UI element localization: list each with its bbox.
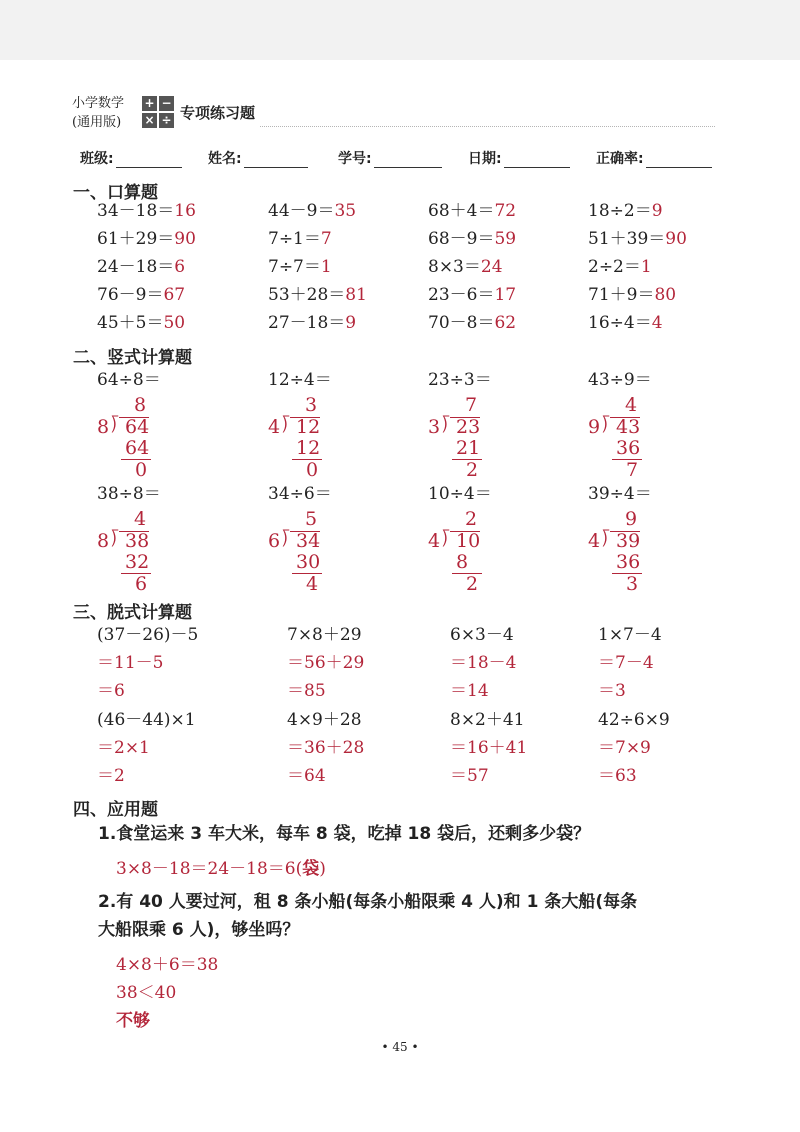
section-stepwise-title: 三、脱式计算题 — [73, 603, 192, 623]
oral-answer: 90 — [665, 229, 687, 249]
oral-item — [588, 312, 663, 334]
division-quotient: 3 — [305, 394, 318, 416]
problem-2-answer-step2: 38＜40 — [116, 983, 177, 1003]
stepwise-step1: ＝7×9 — [598, 738, 651, 758]
division-remainder: 0 — [306, 459, 319, 481]
long-division — [268, 395, 378, 495]
division-product: 12 — [296, 437, 321, 459]
oral-item — [97, 284, 185, 306]
date-blank[interactable] — [504, 151, 570, 168]
stepwise-question: 4×9＋28 — [287, 710, 362, 730]
stepwise-step2: ＝3 — [598, 681, 626, 701]
oral-question: 16÷4＝ — [588, 313, 652, 333]
division-question: 34÷6＝ — [268, 484, 332, 504]
stepwise-question: 1×7－4 — [598, 625, 662, 645]
oral-item — [268, 312, 356, 334]
problem-2-question-line2: 大船限乘 6 人)，够坐吗？ — [98, 920, 300, 940]
division-product: 36 — [616, 551, 641, 573]
division-quotient: 2 — [465, 508, 478, 530]
oral-question: 76－9＝ — [97, 285, 164, 305]
header-divider — [260, 126, 715, 127]
division-question: 23÷3＝ — [428, 370, 492, 390]
division-quotient: 5 — [305, 508, 318, 530]
section-vertical-title: 二、竖式计算题 — [73, 348, 192, 368]
stepwise-step1: ＝16＋41 — [450, 738, 528, 758]
oral-item — [588, 256, 652, 278]
problem-1-close: ) — [319, 859, 326, 879]
date-label: 日期: — [468, 151, 502, 167]
long-division — [428, 395, 538, 495]
oral-item — [97, 312, 185, 334]
long-division — [268, 509, 378, 609]
top-band — [0, 0, 800, 60]
division-dividend: 10 — [456, 530, 481, 552]
oral-question: 61＋29＝ — [97, 229, 175, 249]
oral-item — [268, 228, 332, 250]
division-divisor: 9 — [588, 416, 601, 438]
oral-question: 24－18＝ — [97, 257, 175, 277]
division-product: 21 — [456, 437, 481, 459]
minus-icon: − — [159, 96, 174, 111]
accuracy-blank[interactable] — [646, 151, 712, 168]
book-title — [72, 94, 124, 132]
oral-answer: 81 — [345, 285, 367, 305]
oral-answer: 90 — [174, 229, 196, 249]
stepwise-step2: ＝57 — [450, 766, 489, 786]
stepwise-step1: ＝56＋29 — [287, 653, 365, 673]
division-question: 64÷8＝ — [97, 370, 161, 390]
stepwise-step1: ＝36＋28 — [287, 738, 365, 758]
oral-answer: 35 — [334, 201, 357, 221]
oral-question: 23－6＝ — [428, 285, 495, 305]
section-word-problems-title: 四、应用题 — [73, 800, 158, 820]
problem-2-question-line1: 2.有 40 人要过河，租 8 条小船(每条小船限乘 4 人)和 1 条大船(每条 — [98, 892, 638, 912]
oral-item — [588, 228, 687, 250]
oral-answer: 62 — [494, 313, 517, 333]
student-number-blank[interactable] — [374, 151, 442, 168]
times-icon: × — [142, 113, 157, 128]
division-remainder: 0 — [135, 459, 148, 481]
page-title: 专项练习题 — [180, 104, 256, 122]
division-dividend: 23 — [456, 416, 481, 438]
oral-answer: 72 — [494, 201, 517, 221]
accuracy-label: 正确率: — [596, 151, 644, 167]
stepwise-step2: ＝6 — [97, 681, 125, 701]
division-bracket: ⟌ — [442, 530, 450, 551]
stepwise-question: (37－26)－5 — [97, 625, 199, 645]
problem-1-unit: 袋 — [302, 859, 320, 879]
book-title-line2: (通用版) — [72, 115, 122, 130]
division-quotient: 4 — [134, 508, 147, 530]
name-blank[interactable] — [244, 151, 308, 168]
oral-item — [588, 200, 663, 222]
student-number-field[interactable] — [338, 148, 442, 168]
division-quotient: 8 — [134, 394, 147, 416]
plus-icon: + — [142, 96, 157, 111]
division-product: 64 — [125, 437, 150, 459]
stepwise-question: 42÷6×9 — [598, 710, 670, 730]
class-label: 班级: — [80, 151, 114, 167]
division-dividend: 64 — [125, 416, 150, 438]
long-division — [428, 509, 538, 609]
division-bracket: ⟌ — [602, 530, 610, 551]
division-bracket: ⟌ — [282, 416, 290, 437]
division-product: 8 — [456, 551, 469, 573]
divide-icon: ÷ — [159, 113, 174, 128]
stepwise-step1: ＝7－4 — [598, 653, 654, 673]
stepwise-step2: ＝63 — [598, 766, 637, 786]
book-title-line1: 小学数学 — [72, 96, 125, 111]
date-field[interactable] — [468, 148, 570, 168]
division-quotient: 9 — [625, 508, 638, 530]
oral-answer: 9 — [345, 313, 357, 333]
operations-icon — [142, 96, 176, 130]
class-blank[interactable] — [116, 151, 182, 168]
division-product: 36 — [616, 437, 641, 459]
division-divisor: 4 — [428, 530, 441, 552]
division-quotient: 4 — [625, 394, 638, 416]
oral-answer: 1 — [320, 257, 332, 277]
section-oral-title: 一、口算题 — [73, 183, 158, 203]
accuracy-field[interactable] — [596, 148, 712, 168]
oral-answer: 50 — [163, 313, 186, 333]
division-bracket: ⟌ — [111, 416, 119, 437]
oral-item — [268, 284, 367, 306]
division-bracket: ⟌ — [442, 416, 450, 437]
oral-question: 45＋5＝ — [97, 313, 164, 333]
page-number: • 45 • — [381, 1040, 419, 1054]
oral-question: 71＋9＝ — [588, 285, 655, 305]
oral-answer: 7 — [320, 229, 332, 249]
student-number-label: 学号: — [338, 151, 372, 167]
oral-item — [97, 228, 196, 250]
oral-item — [268, 200, 356, 222]
division-remainder: 2 — [466, 573, 479, 595]
oral-answer: 59 — [494, 229, 517, 249]
division-dividend: 34 — [296, 530, 321, 552]
name-field[interactable] — [208, 148, 308, 168]
problem-1-answer — [116, 854, 326, 879]
name-label: 姓名: — [208, 151, 242, 167]
division-question: 43÷9＝ — [588, 370, 652, 390]
oral-answer: 67 — [163, 285, 186, 305]
student-info-bar — [80, 148, 730, 170]
division-divisor: 8 — [97, 416, 110, 438]
division-remainder: 7 — [626, 459, 639, 481]
division-divisor: 3 — [428, 416, 441, 438]
oral-question: 68＋4＝ — [428, 201, 495, 221]
class-field[interactable] — [80, 148, 182, 168]
oral-question: 53＋28＝ — [268, 285, 346, 305]
oral-item — [97, 200, 196, 222]
division-divisor: 4 — [268, 416, 281, 438]
division-remainder: 3 — [626, 573, 639, 595]
oral-question: 34－18＝ — [97, 201, 175, 221]
long-division — [588, 395, 698, 495]
stepwise-step2: ＝64 — [287, 766, 326, 786]
oral-item — [428, 228, 516, 250]
division-question: 38÷8＝ — [97, 484, 161, 504]
division-divisor: 8 — [97, 530, 110, 552]
oral-answer: 4 — [651, 313, 663, 333]
division-question: 12÷4＝ — [268, 370, 332, 390]
division-dividend: 39 — [616, 530, 641, 552]
division-question: 10÷4＝ — [428, 484, 492, 504]
long-division — [97, 395, 207, 495]
division-remainder: 4 — [306, 573, 319, 595]
oral-answer: 9 — [651, 201, 663, 221]
oral-item — [268, 256, 332, 278]
division-quotient: 7 — [465, 394, 478, 416]
oral-question: 2÷2＝ — [588, 257, 641, 277]
oral-question: 51＋39＝ — [588, 229, 666, 249]
oral-item — [428, 284, 516, 306]
oral-question: 8×3＝ — [428, 257, 481, 277]
oral-question: 70－8＝ — [428, 313, 495, 333]
stepwise-step2: ＝14 — [450, 681, 489, 701]
oral-question: 44－9＝ — [268, 201, 335, 221]
division-remainder: 6 — [135, 573, 148, 595]
oral-item — [588, 284, 676, 306]
oral-answer: 17 — [494, 285, 517, 305]
oral-item — [428, 256, 503, 278]
division-dividend: 38 — [125, 530, 150, 552]
division-product: 30 — [296, 551, 321, 573]
division-divisor: 4 — [588, 530, 601, 552]
division-dividend: 43 — [616, 416, 641, 438]
oral-answer: 6 — [174, 257, 186, 277]
stepwise-question: 8×2＋41 — [450, 710, 525, 730]
division-bracket: ⟌ — [111, 530, 119, 551]
oral-item — [428, 312, 516, 334]
problem-1-expression: 3×8－18＝24－18＝6( — [116, 859, 303, 879]
long-division — [97, 509, 207, 609]
division-bracket: ⟌ — [282, 530, 290, 551]
stepwise-step2: ＝85 — [287, 681, 326, 701]
oral-question: 7÷1＝ — [268, 229, 321, 249]
oral-question: 68－9＝ — [428, 229, 495, 249]
oral-answer: 1 — [640, 257, 652, 277]
oral-answer: 16 — [174, 201, 196, 221]
oral-question: 7÷7＝ — [268, 257, 321, 277]
stepwise-question: 6×3－4 — [450, 625, 514, 645]
division-divisor: 6 — [268, 530, 281, 552]
stepwise-step1: ＝11－5 — [97, 653, 164, 673]
division-bracket: ⟌ — [602, 416, 610, 437]
problem-2-conclusion: 不够 — [116, 1011, 150, 1031]
oral-question: 27－18＝ — [268, 313, 346, 333]
oral-item — [97, 256, 185, 278]
problem-2-answer-step1: 4×8＋6＝38 — [116, 955, 219, 975]
stepwise-question: (46－44)×1 — [97, 710, 196, 730]
oral-item — [428, 200, 516, 222]
problem-1-question: 1.食堂运来 3 车大米，每车 8 袋，吃掉 18 袋后，还剩多少袋？ — [98, 824, 591, 844]
division-remainder: 2 — [466, 459, 479, 481]
stepwise-step2: ＝2 — [97, 766, 125, 786]
oral-answer: 24 — [480, 257, 503, 277]
stepwise-question: 7×8＋29 — [287, 625, 362, 645]
oral-answer: 80 — [654, 285, 677, 305]
long-division — [588, 509, 698, 609]
oral-question: 18÷2＝ — [588, 201, 652, 221]
division-product: 32 — [125, 551, 150, 573]
division-question: 39÷4＝ — [588, 484, 652, 504]
stepwise-step1: ＝2×1 — [97, 738, 150, 758]
division-dividend: 12 — [296, 416, 321, 438]
stepwise-step1: ＝18－4 — [450, 653, 517, 673]
